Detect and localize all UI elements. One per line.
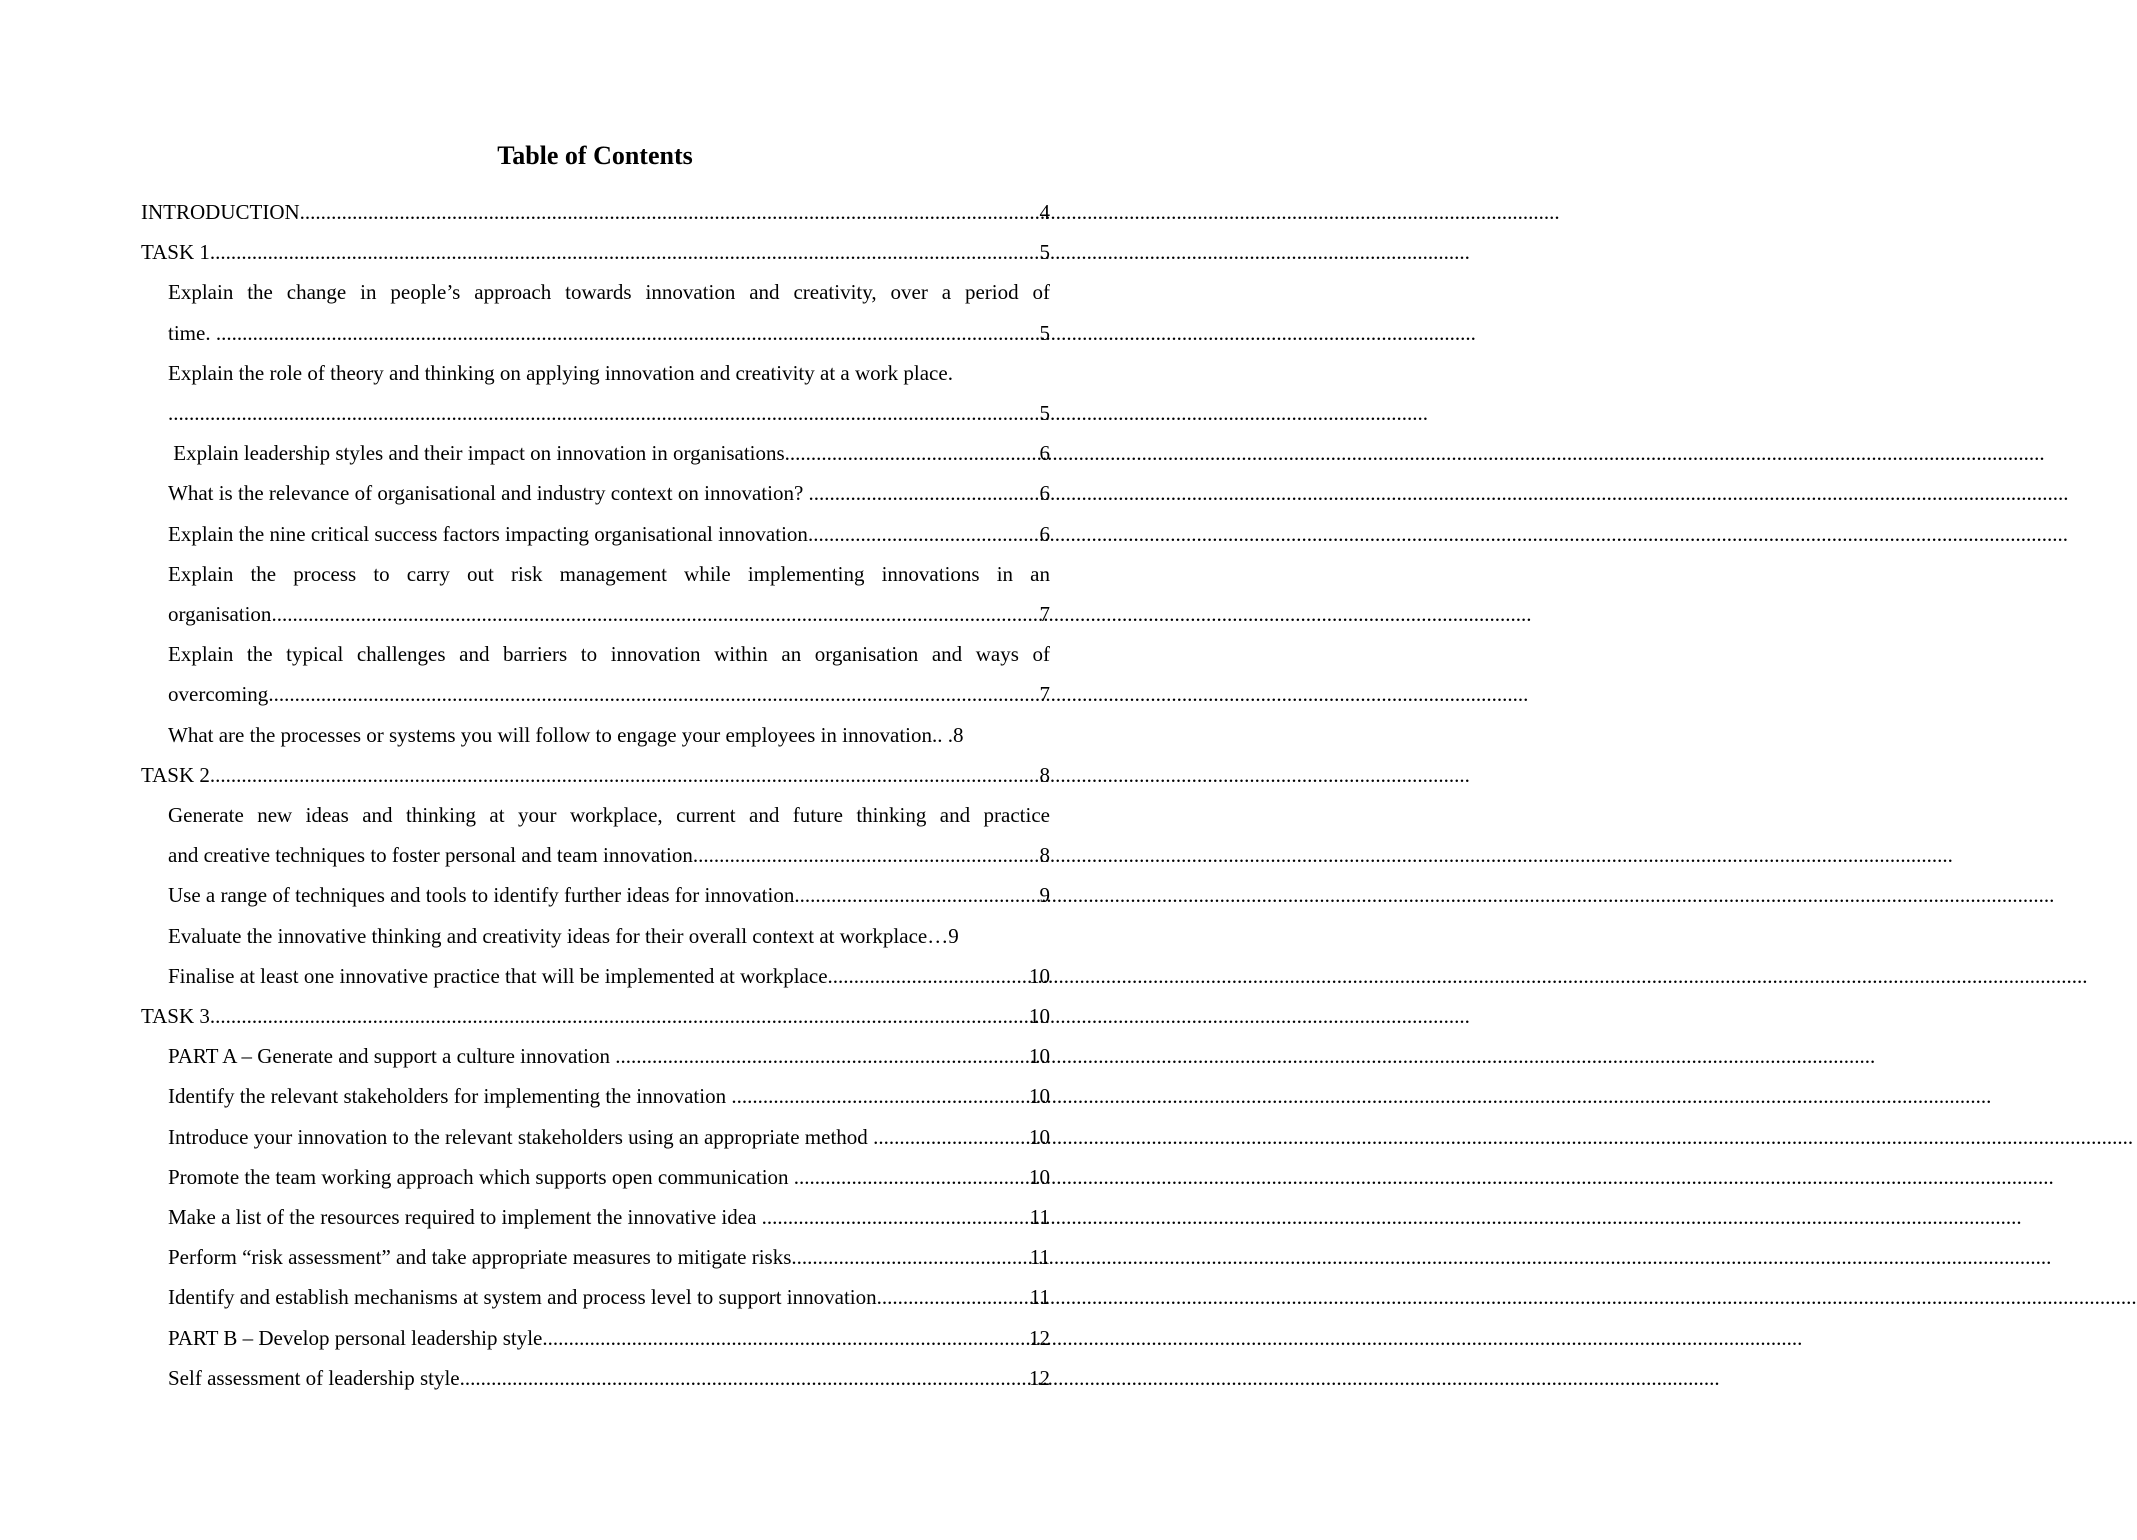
toc-page-number: 6 bbox=[1039, 441, 1050, 466]
toc-entry-text: Promote the team working approach which supports open communication bbox=[168, 1164, 794, 1189]
toc-page-number: 10 bbox=[1029, 1124, 1050, 1149]
toc-entry-text: Use a range of techniques and tools to identify further ideas for innovation bbox=[168, 883, 795, 908]
dot-leader bbox=[873, 1117, 1029, 1157]
toc-entry-introduction[interactable] bbox=[141, 192, 1050, 232]
dot-leader bbox=[794, 875, 1039, 915]
toc-entry-text: organisation bbox=[168, 601, 272, 626]
toc-entry-challenges-and-barriers[interactable] bbox=[168, 634, 1050, 714]
dot-leader bbox=[300, 192, 1040, 232]
toc-entry-text: What are the processes or systems you will follow to engage your employees in innovation.. . bbox=[168, 722, 953, 747]
dot-leader bbox=[828, 956, 1029, 996]
toc-entry-team-working-approach[interactable] bbox=[168, 1157, 1050, 1197]
toc-entry-establish-mechanisms[interactable] bbox=[168, 1277, 1050, 1317]
toc-page-number: 12 bbox=[1029, 1325, 1050, 1350]
toc-page-number: 11 bbox=[1029, 1245, 1050, 1270]
toc-entry-range-of-techniques[interactable] bbox=[168, 875, 1050, 915]
toc-page-number: 8 bbox=[1039, 843, 1050, 868]
toc-entry-text: Identify and establish mechanisms at system and process level to support innovation bbox=[168, 1285, 877, 1310]
toc-page-number: 6 bbox=[1039, 521, 1050, 546]
toc-entry-text: Introduce your innovation to the relevant stakeholders using an appropriate method bbox=[168, 1124, 874, 1149]
toc-entry-part-a[interactable] bbox=[168, 1036, 1050, 1076]
toc-page-number: 11 bbox=[1029, 1205, 1050, 1229]
toc-entry-text: time. bbox=[168, 320, 216, 345]
toc-entry-risk-assessment[interactable] bbox=[168, 1237, 1050, 1277]
toc-entry-text: overcoming bbox=[168, 682, 269, 707]
toc-entry-generate-new-ideas[interactable] bbox=[168, 795, 1050, 875]
dot-leader bbox=[615, 1036, 1029, 1076]
dot-leader bbox=[168, 393, 1040, 433]
dot-leader bbox=[210, 755, 1040, 795]
toc-entry-leadership-styles[interactable] bbox=[168, 433, 1050, 473]
toc-page-number: 4 bbox=[1039, 200, 1050, 224]
toc-entry-change-in-approach[interactable] bbox=[168, 272, 1050, 352]
toc-entry-self-assessment[interactable] bbox=[168, 1358, 1050, 1398]
dot-leader bbox=[791, 1237, 1029, 1277]
toc-entry-first-line: Explain the change in people’s approach towards innovation and creativity, over a period of bbox=[168, 280, 1050, 305]
toc-page-number: 7 bbox=[1039, 601, 1050, 626]
toc-page-number: 10 bbox=[1029, 1044, 1050, 1069]
toc-page-number: 10 bbox=[1029, 963, 1050, 988]
page-title: Table of Contents bbox=[497, 141, 693, 170]
toc-entry-part-b[interactable] bbox=[168, 1318, 1050, 1358]
dot-leader bbox=[808, 514, 1040, 554]
toc-entry-text: TASK 3 bbox=[141, 1004, 210, 1028]
toc-page-number: 5 bbox=[1039, 400, 1050, 425]
toc-page-number: 11 bbox=[1029, 1285, 1050, 1310]
toc-entry-first-line: Explain the role of theory and thinking on applying innovation and creativity at a work place. bbox=[168, 360, 953, 385]
toc-entry-introduce-innovation[interactable] bbox=[168, 1117, 1050, 1157]
dot-leader bbox=[762, 1197, 1030, 1237]
toc-entry-task-3[interactable] bbox=[141, 996, 1050, 1036]
toc-page-number: 5 bbox=[1039, 240, 1050, 265]
toc-entry-finalise-practice[interactable] bbox=[168, 956, 1050, 996]
toc-entry-first-line: Explain the typical challenges and barriers to innovation within an organisation and ways of bbox=[168, 642, 1050, 667]
dot-leader bbox=[268, 674, 1039, 714]
dot-leader bbox=[210, 996, 1029, 1036]
toc-page-number: 10 bbox=[1029, 1004, 1050, 1028]
toc-page-number: 8 bbox=[953, 722, 964, 747]
toc-entry-text: TASK 1 bbox=[141, 240, 210, 265]
toc-entry-processes-or-systems[interactable] bbox=[168, 715, 1050, 755]
toc-page-number: 9 bbox=[1039, 883, 1050, 908]
toc-entry-text: Self assessment of leadership style bbox=[168, 1365, 460, 1390]
dot-leader bbox=[809, 473, 1040, 513]
toc-entry-text: PART A – Generate and support a culture innovation bbox=[168, 1044, 616, 1069]
toc-entry-text: Explain leadership styles and their impact on innovation in organisations bbox=[168, 441, 785, 466]
toc-entry-role-of-theory[interactable] bbox=[168, 353, 1050, 433]
dot-leader bbox=[210, 232, 1040, 272]
toc-entry-text: Explain the nine critical success factors impacting organisational innovation bbox=[168, 521, 808, 546]
toc-entry-text: TASK 2 bbox=[141, 762, 210, 787]
toc-entry-evaluate-innovative-thinking[interactable] bbox=[168, 916, 1050, 956]
toc-entry-text: INTRODUCTION bbox=[141, 200, 300, 224]
dot-leader bbox=[216, 313, 1040, 353]
toc-entry-list-of-resources[interactable] bbox=[168, 1197, 1050, 1237]
toc-entry-relevance-of-context[interactable] bbox=[168, 473, 1050, 513]
toc-entry-first-line: Explain the process to carry out risk management while implementing innovations in an bbox=[168, 561, 1050, 586]
toc-entry-critical-success-factors[interactable] bbox=[168, 514, 1050, 554]
toc-entry-text: What is the relevance of organisational and industry context on innovation? bbox=[168, 481, 809, 506]
toc-entry-text: Evaluate the innovative thinking and creativity ideas for their overall context at workplace… bbox=[168, 923, 949, 948]
dot-leader bbox=[785, 433, 1040, 473]
toc-page-number: 12 bbox=[1029, 1365, 1050, 1390]
toc-entry-text: PART B – Develop personal leadership style bbox=[168, 1325, 543, 1350]
toc-page-number: 6 bbox=[1039, 481, 1050, 506]
toc-page-number: 5 bbox=[1039, 320, 1050, 345]
dot-leader bbox=[877, 1277, 1030, 1317]
dot-leader bbox=[794, 1157, 1029, 1197]
toc-entry-text: Identify the relevant stakeholders for implementing the innovation bbox=[168, 1084, 732, 1109]
toc-entry-text: Finalise at least one innovative practice that will be implemented at workplace bbox=[168, 963, 828, 988]
dot-leader bbox=[542, 1318, 1029, 1358]
toc-page-number: 7 bbox=[1039, 682, 1050, 707]
toc-entry-task-1[interactable] bbox=[141, 232, 1050, 272]
toc-page-number: 9 bbox=[948, 923, 959, 948]
toc-entry-risk-management[interactable] bbox=[168, 554, 1050, 634]
dot-leader bbox=[460, 1358, 1029, 1398]
toc-entry-text: and creative techniques to foster personal and team innovation bbox=[168, 843, 693, 868]
toc-entry-task-2[interactable] bbox=[141, 755, 1050, 795]
dot-leader bbox=[271, 594, 1039, 634]
toc-entry-first-line: Generate new ideas and thinking at your workplace, current and future thinking and practice bbox=[168, 803, 1050, 827]
toc-entry-text: Perform “risk assessment” and take appropriate measures to mitigate risks bbox=[168, 1245, 792, 1270]
toc-page-number: 8 bbox=[1039, 762, 1050, 787]
dot-leader bbox=[693, 835, 1040, 875]
toc-page-number: 10 bbox=[1029, 1084, 1050, 1109]
toc-entry-identify-stakeholders[interactable] bbox=[168, 1076, 1050, 1116]
dot-leader bbox=[731, 1076, 1029, 1116]
toc-page-number: 10 bbox=[1029, 1164, 1050, 1189]
toc-entry-text: Make a list of the resources required to implement the innovative idea bbox=[168, 1205, 762, 1229]
